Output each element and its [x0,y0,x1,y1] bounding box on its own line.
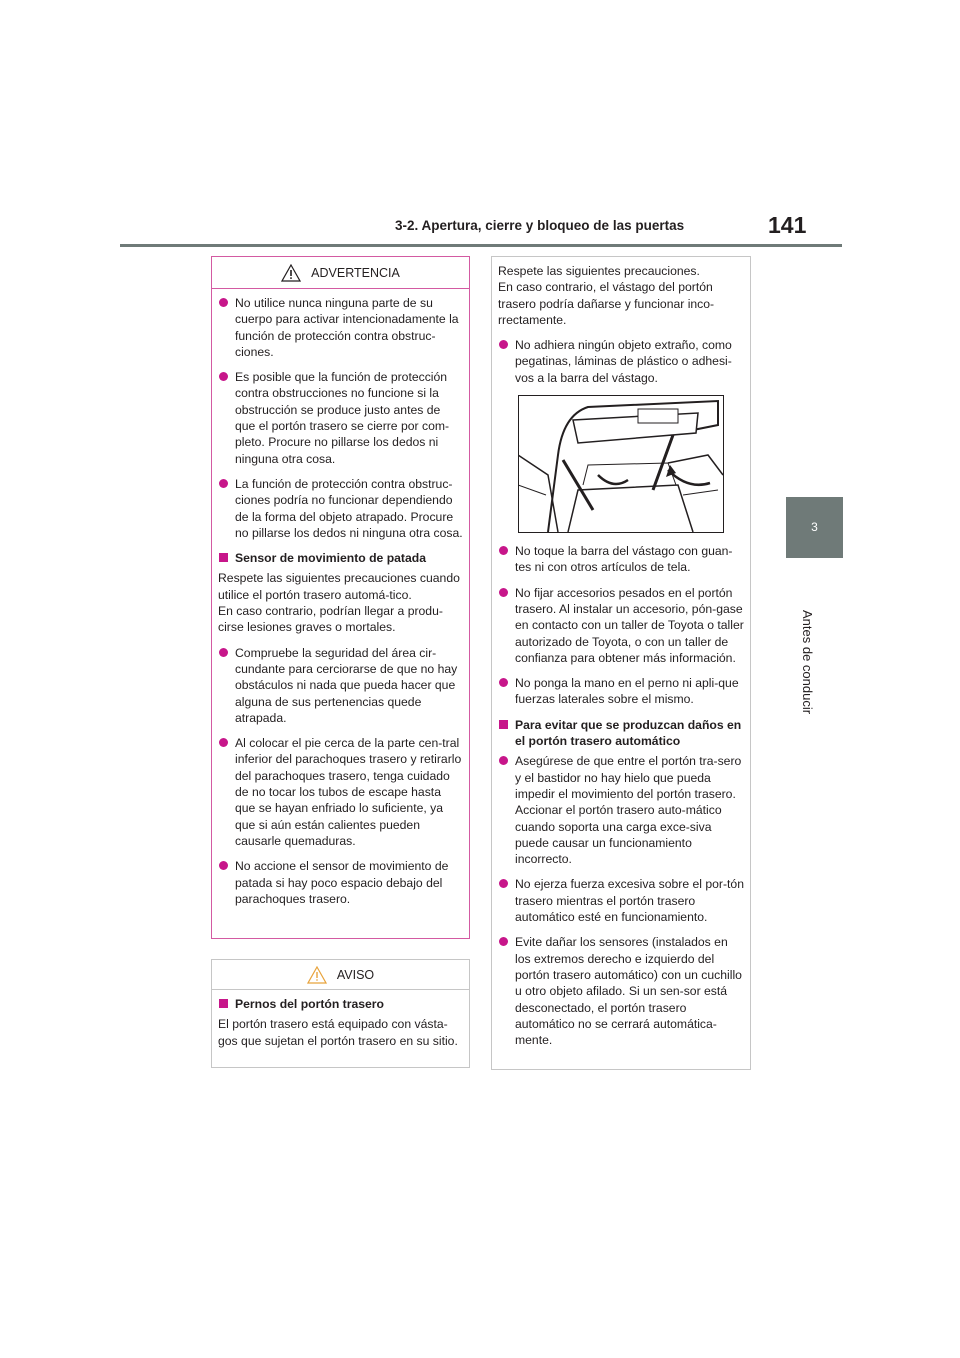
list-item-text: Al colocar el pie cerca de la parte cen-tral inferior del parachoques trasero y retirarlo del parachoques trasero, tenga cuidado de no tocar los tubos de escape hasta que se hayan enfriado lo suficiente, ya que si aún están calientes pueden causarle quemaduras. [235,736,462,848]
list-item-text: No adhiera ningún objeto extraño, como pegatinas, láminas de plástico o adhesi-vos a la barra del vástago. [515,338,732,385]
bullet-icon [499,879,508,888]
bullet-icon [219,861,228,870]
bullet-icon [499,340,508,349]
right-content [492,257,750,1048]
list-item-text: No ejerza fuerza excesiva sobre el por-tón trasero mientras el portón trasero automático esté en funcionamiento. [515,877,744,925]
subheading [218,996,463,1012]
list-item [218,476,463,541]
notice-box [211,959,470,1068]
list-item [498,876,744,925]
list-item [498,543,744,576]
caution-triangle-icon [307,966,327,984]
list-item-text: No utilice nunca ninguna parte de su cuerpo para activar intencionadamente la función de protección contra obstruc-ciones. [235,296,459,359]
header-rule [120,244,842,247]
paragraph: Respete las siguientes precauciones cuando utilice el portón trasero automá-tico. En caso contrario, podrían llegar a produ-cirse lesiones graves o mortales. [218,571,460,635]
bullet-icon [499,546,508,555]
list-item-text: Evite dañar los sensores (instalados en los extremos derecho e izquierdo del portón trasero automático) con un cuchillo u otro objeto afilado. Si un sen-sor está desconectado, el portón trasero automático no se cerrará automática-mente. [515,935,742,1048]
square-bullet-icon [219,999,228,1008]
list-item [218,369,463,467]
list-item-text: La función de protección contra obstruc-ciones podría no funcionar dependiendo de la forma del objeto atrapado. Procure no pillarse los dedos ni ninguna otra cosa. [235,476,463,540]
list-item [218,858,463,907]
subheading-text: Sensor de movimiento de patada [235,551,426,566]
bullet-icon [219,648,228,657]
list-item [498,585,744,666]
list-item [218,295,463,360]
list-item [498,675,744,708]
list-item-text: Compruebe la seguridad del área cir-cundante para cerciorarse de que no hay obstáculos ni nada que pueda hacer que alguna de sus pertenencias quede atrapada. [235,645,458,725]
bullet-icon [499,678,508,687]
warning-title: ADVERTENCIA [311,265,400,280]
square-bullet-icon [219,553,228,562]
section-title: 3-2. Apertura, cierre y bloqueo de las puertas [395,218,685,233]
page-number: 141 [768,212,807,238]
list-item [498,337,744,386]
notice-content [212,990,469,1049]
warning-header [212,257,469,289]
warning-box [211,256,470,939]
bullet-icon [219,372,228,381]
bullet-icon [219,298,228,307]
subheading [498,717,744,750]
list-item-text: Es posible que la función de protección contra obstrucciones no funcione si la obstrucción se produce justo antes de que el portón trasero se cierre por com-pleto. Procure no pillarse los dedos ni ninguna otra cosa. [235,370,450,466]
chapter-tab[interactable]: 3 [786,497,843,558]
list-item-text: No fijar accesorios pesados en el portón trasero. Al instalar un accesorio, pón-gase en contacto con un taller de Toyota o taller autorizado de Toyota, o con un taller de confianza para obtener más información. [515,585,744,665]
list-item-text: No toque la barra del vástago con guan-tes ni con otros artículos de tela. [515,544,733,575]
notice-title: AVISO [336,967,375,982]
list-item [498,934,744,1048]
list-item-text: Asegúrese de que entre el portón tra-sero y el bastidor no hay hielo que pueda impedir el movimiento del portón trasero. Accionar el portón trasero auto-mático cuando soporta una carga exce-siva puede causar un funcionamiento incorrecto. [515,754,742,867]
subheading [218,550,463,566]
bullet-icon [219,738,228,747]
warning-content [212,289,469,907]
list-item-text: No ponga la mano en el perno ni apli-que fuerzas laterales sobre el mismo. [515,676,739,707]
bullet-icon [219,479,228,488]
list-item [218,645,463,726]
list-item [218,735,463,849]
subheading-text: Para evitar que se produzcan daños en el portón trasero automático [515,717,742,749]
tailgate-strut-illustration [518,395,724,533]
chapter-title: Antes de conducir [800,610,815,715]
subheading-text: Pernos del portón trasero [235,997,384,1011]
bullet-icon [499,756,508,765]
right-info-box [491,256,751,1070]
square-bullet-icon [499,720,508,729]
list-item [498,753,744,867]
paragraph: Respete las siguientes precauciones. En caso contrario, el vástago del portón trasero podría dañarse y funcionar inco-rrectamente. [498,264,715,327]
bullet-icon [499,937,508,946]
bullet-icon [499,588,508,597]
list-item-text: No accione el sensor de movimiento de patada si hay poco espacio debajo del parachoques trasero. [235,859,449,906]
notice-header [212,960,469,990]
paragraph: El portón trasero está equipado con vásta-gos que sujetan el portón trasero en su sitio. [218,1017,458,1048]
warning-triangle-icon [281,264,301,282]
